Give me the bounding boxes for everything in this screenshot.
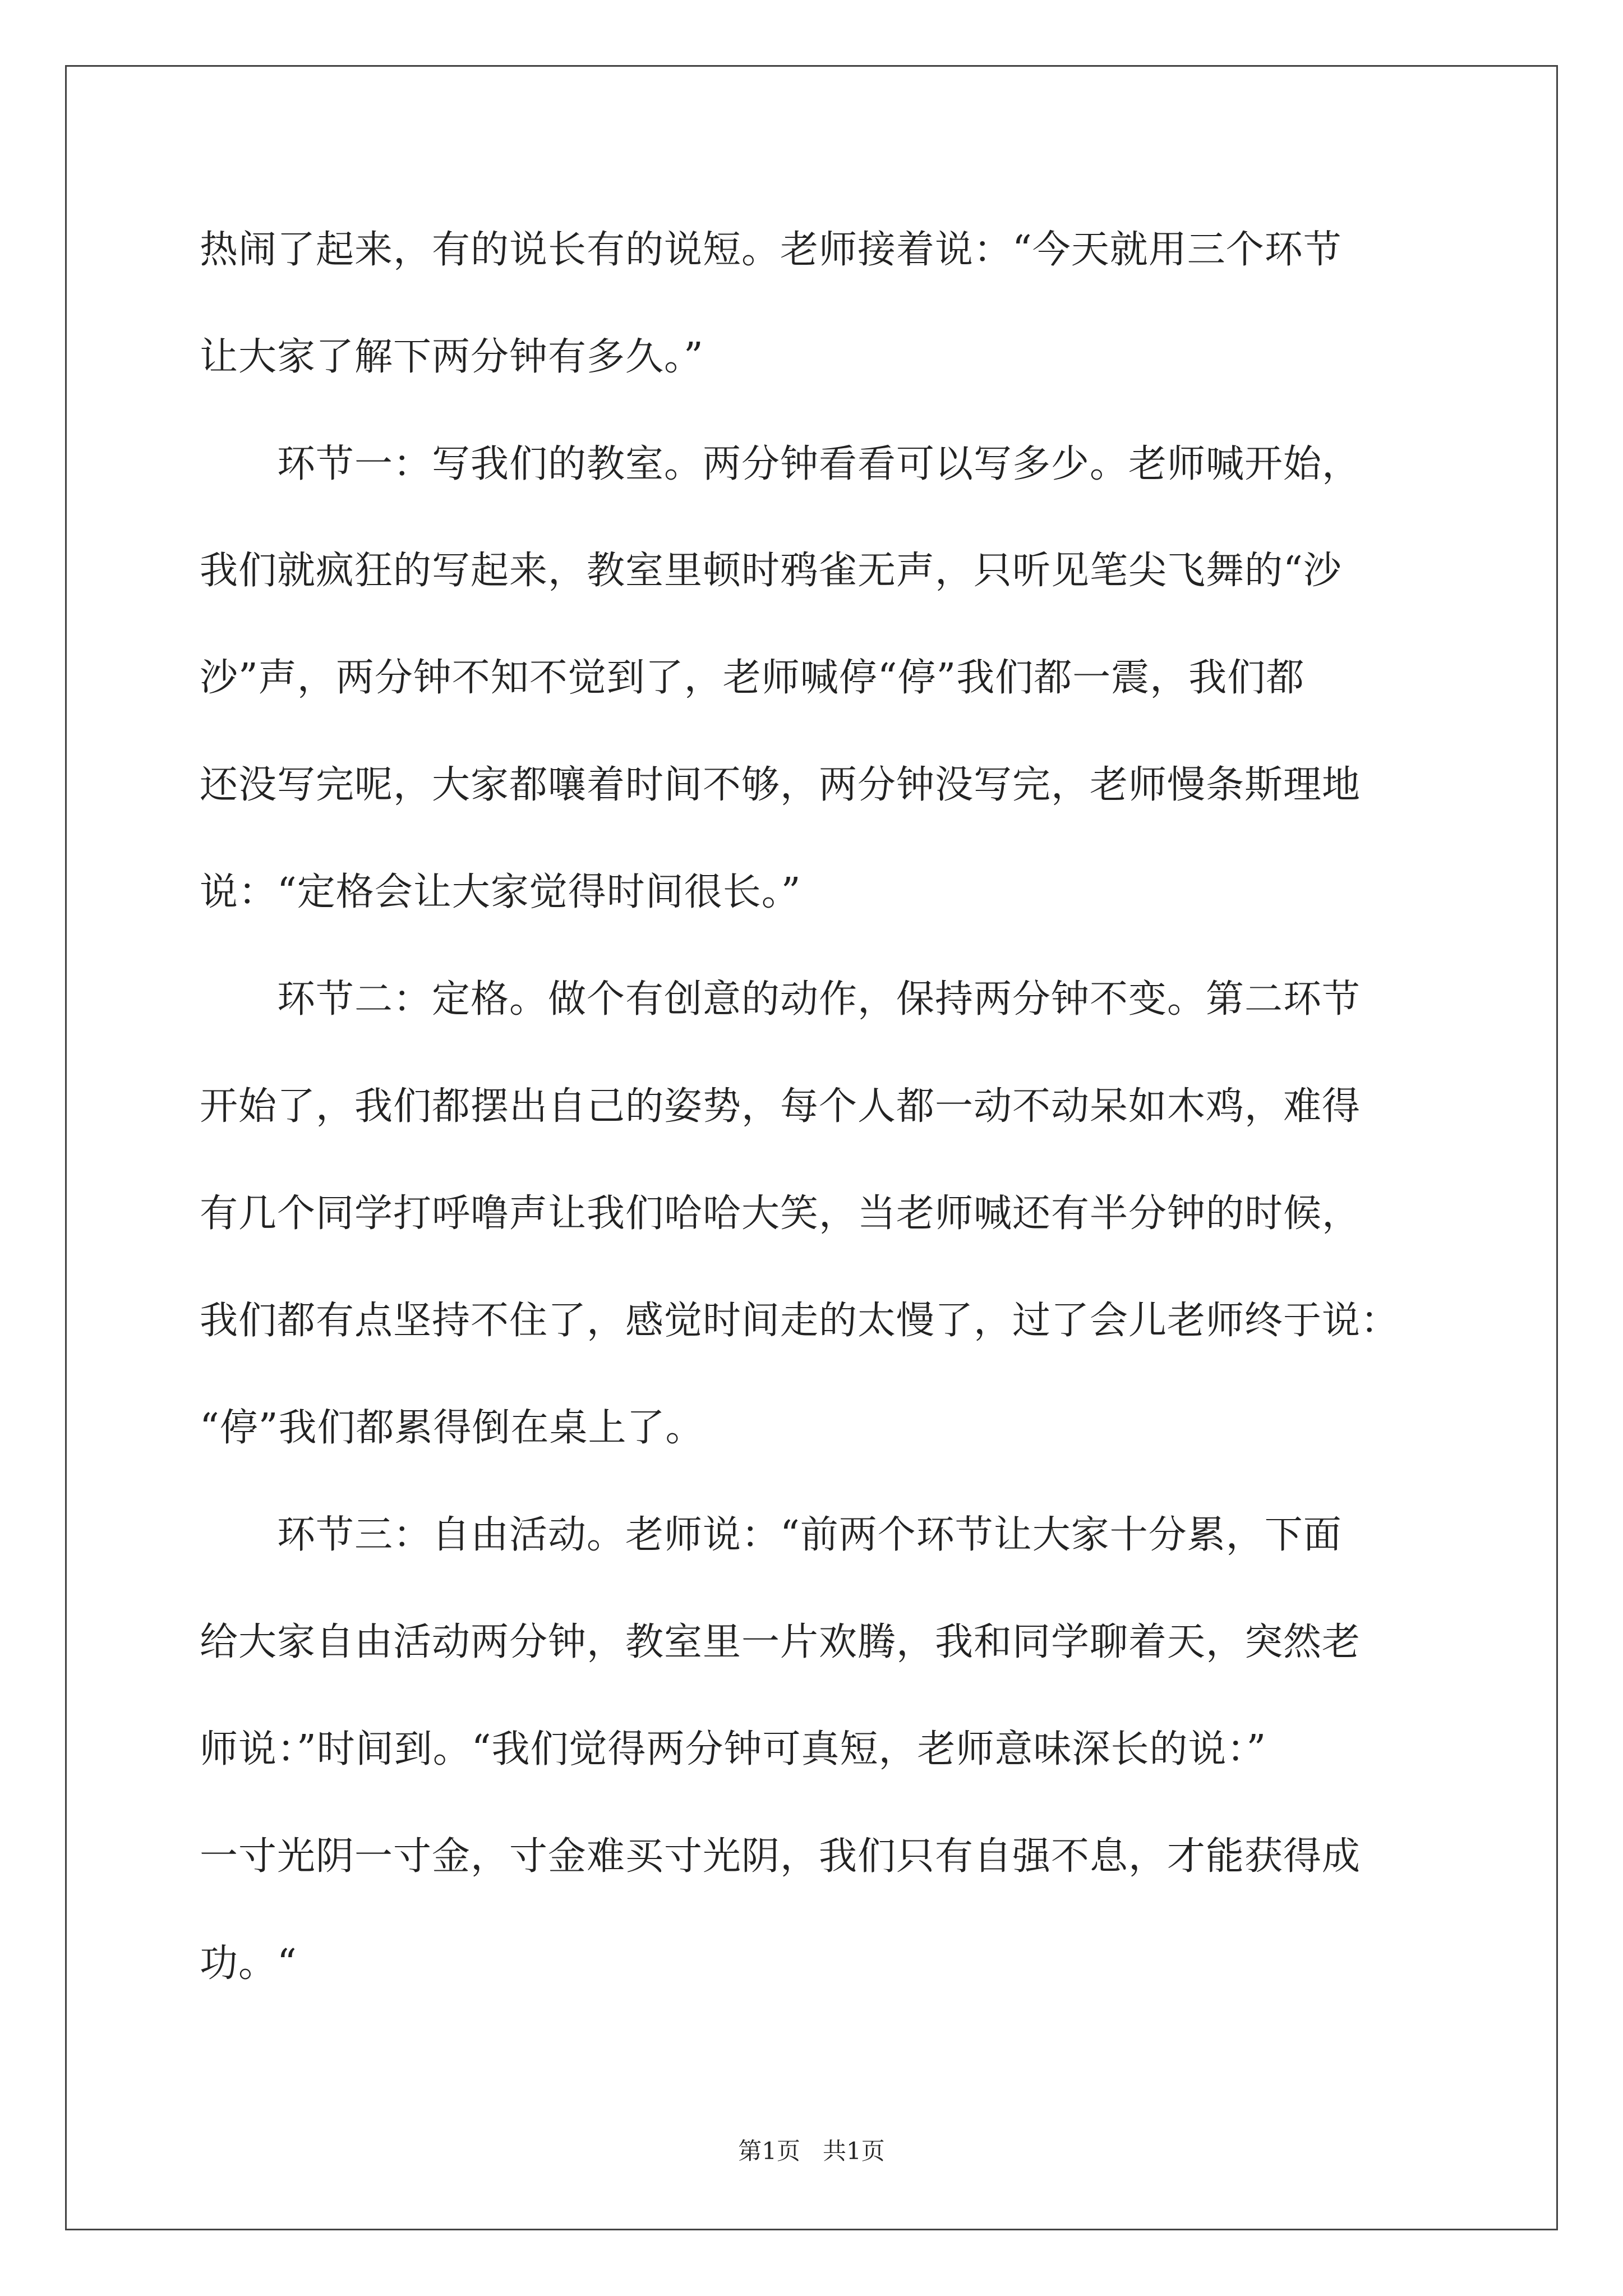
- text-line: 功。“: [200, 1941, 297, 1986]
- text-line: 环节一：写我们的教室。两分钟看看可以写多少。老师喊开始，: [200, 442, 1361, 486]
- page-number: 第1页: [738, 2137, 800, 2165]
- text-line: “停”我们都累得倒在桌上了。: [200, 1406, 704, 1450]
- text-line: 师说：”时间到。“我们觉得两分钟可真短，老师意味深长的说：”: [200, 1727, 1267, 1772]
- page-footer: [0, 2136, 1623, 2166]
- text-line: 我们都有点坚持不住了，感觉时间走的太慢了，过了会儿老师终于说：: [200, 1299, 1400, 1343]
- text-line: 热闹了起来，有的说长有的说短。老师接着说：“今天就用三个环节: [200, 228, 1342, 272]
- text-line: 说：“定格会让大家觉得时间很长。”: [200, 870, 801, 914]
- text-line: 给大家自由活动两分钟，教室里一片欢腾，我和同学聊着天，突然老: [200, 1620, 1361, 1664]
- text-line: 环节三：自由活动。老师说：“前两个环节让大家十分累，下面: [200, 1513, 1342, 1557]
- text-line: 还没写完呢，大家都嚷着时间不够，两分钟没写完，老师慢条斯理地: [200, 763, 1361, 807]
- text-line: 让大家了解下两分钟有多久。”: [200, 335, 704, 379]
- text-line: 环节二：定格。做个有创意的动作，保持两分钟不变。第二环节: [200, 977, 1361, 1022]
- text-line: 我们就疯狂的写起来，教室里顿时鸦雀无声，只听见笔尖飞舞的“沙: [200, 549, 1342, 593]
- page-total: 共1页: [823, 2137, 885, 2165]
- text-line: 开始了，我们都摆出自己的姿势，每个人都一动不动呆如木鸡，难得: [200, 1084, 1361, 1129]
- text-line: 沙”声，两分钟不知不觉到了，老师喊停“停”我们都一震，我们都: [200, 656, 1305, 700]
- text-line: 有几个同学打呼噜声让我们哈哈大笑，当老师喊还有半分钟的时候，: [200, 1191, 1361, 1236]
- text-line: 一寸光阴一寸金，寸金难买寸光阴，我们只有自强不息，才能获得成: [200, 1834, 1361, 1879]
- page-border: [65, 65, 1558, 2230]
